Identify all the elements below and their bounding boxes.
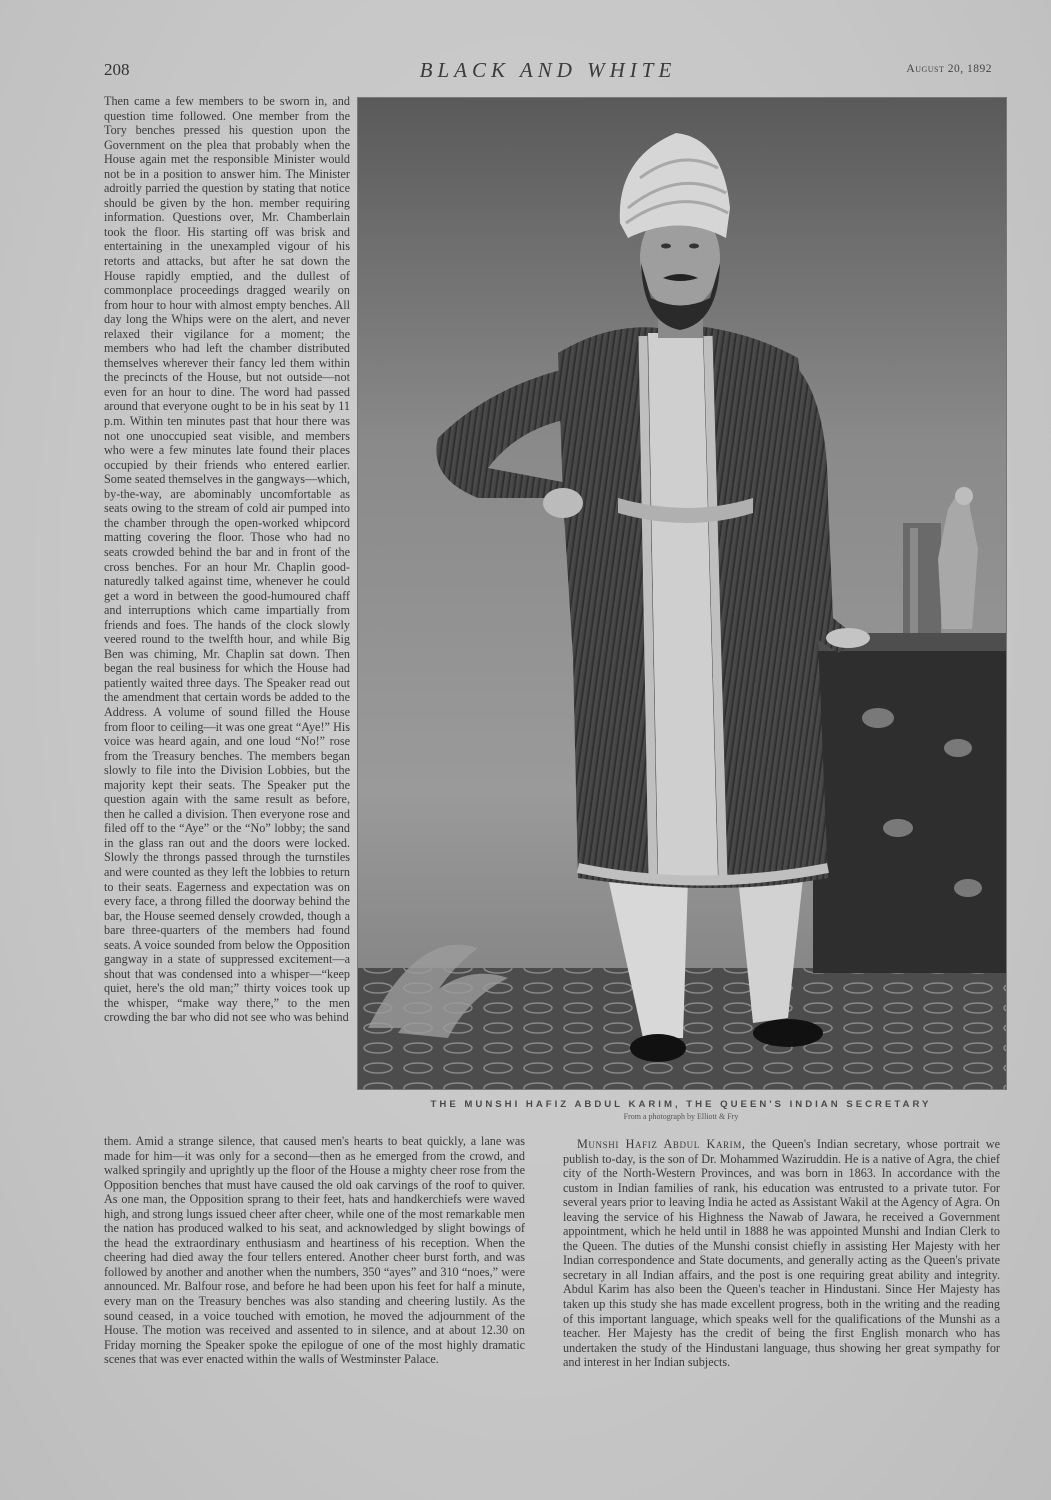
article-paragraph: them. Amid a strange silence, that caused men's hearts to beat quickly, a lane was made for him—it was only for a second—then as he emerged from the crowd, and walked springily and uprightly up the floor of the House a mighty cheer rose from the Opposition benches that must have caused the old oak carvings of the roof to quiver. As one man, the Opposition sprang to their feet, hats and handkerchiefs were waved high, and strong lungs issued cheer after cheer, while one of the most remarkable men the nation has produced walked to his seat, and acknowledged by slight bowings of the head the extraordinary enthusiasm and heartiness of his reception. When the cheering had died away the four tellers entered. Another cheer burst forth, and was followed by another and another when the numbers, 350 “ayes” and 310 “noes,” were announced. Mr. Balfour rose, and before he had been upon his feet for half a minute, every man on the Treasury benches was also standing and cheering lustily. As the sound ceased, in a voice touched with emotion, he moved the adjournment of the House. The motion was received and assented to in silence, and at about 12.30 on Friday morning the Speaker spoke the epilogue of one of the most highly dramatic scenes that was ever enacted within the walls of Westminster Palace.	[104, 1134, 525, 1367]
article-column-right	[563, 1137, 1000, 1370]
lead-name: Munshi Hafiz Abdul Karim	[577, 1137, 742, 1151]
biography-paragraph	[563, 1137, 1000, 1370]
page-number: 208	[104, 60, 130, 79]
biography-body: , the Queen's Indian secretary, whose portrait we publish to-day, is the son of Dr. Mohammed Waziruddin. He is a native of Agra, the chief city of the North-Western Provinces, and was born in 1863. In accordance with the custom in Indian families of rank, his education was entrusted to a private tutor. For several years prior to leaving India he acted as Assistant Wakil at the Agency of Agra. On leaving the service of his Highness the Nawab of Jawara, he received a Government appointment, which he held until in 1888 he was appointed Munshi and Indian Clerk to the Queen. The duties of the Munshi consist chiefly in assisting Her Majesty with her Indian correspondence and State documents, and generally acting as the Queen's private secretary in all Indian affairs, and the post is one requiring great ability and integrity. Abdul Karim has also been the Queen's teacher in Hindustani. Since Her Majesty has taken up this study she has made excellent progress, both in the writing and the reading of this important language, which speaks well for the qualifications of the Munshi as a teacher. Her Majesty has the credit of being the first English monarch who has undertaken the study of the Hindustani language, thus showing her great sympathy for and interest in her Indian subjects.	[563, 1137, 1000, 1370]
article-column-continuation	[104, 1134, 525, 1367]
running-head	[104, 58, 992, 82]
article-column-left	[104, 94, 350, 1025]
masthead: BLACK AND WHITE	[419, 58, 677, 82]
illustration-caption	[357, 1099, 1005, 1121]
portrait-illustration	[357, 97, 1007, 1090]
issue-date: August 20, 1892	[906, 63, 992, 75]
article-paragraph: Then came a few members to be sworn in, and question time followed. One member from the Tory benches pressed his question upon the Government on the plea that probably when the House again met the responsible Minister would not be in a position to answer him. The Minister adroitly parried the question by stating that notice should be given by the hon. member requiring information. Questions over, Mr. Chamberlain took the floor. His starting off was brisk and entertaining in the unexampled vigour of his retorts and attacks, but after he sat down the House rapidly emptied, and the dullest of commonplace proceedings dragged wearily on from hour to hour with almost empty benches. All day long the Whips were on the alert, and never relaxed their vigilance for a moment; the members who had left the chamber distributed themselves wherever their fancy led them within the precincts of the House, but not outside—not even for an hour to dine. The word had passed around that everyone ought to be in his seat by 11 p.m. Within ten minutes past that hour there was not one unoccupied seat visible, and members who were a few minutes late found their places occupied by their friends who entered earlier. Some seated themselves in the gangways—which, by-the-way, are abominably uncomfortable as seats owing to the stream of cold air pumped into the chamber through the open-worked whipcord matting covering the floor. Those who had no seats crowded behind the bar and in front of the cross benches. For an hour Mr. Chaplin good-naturedly talked against time, whenever he could get a word in between the good-humoured chaff and interruptions which came impartially from friends and foes. The hands of the clock slowly veered round to the twelfth hour, and while Big Ben was chiming, Mr. Chaplin sat down. Then began the real business for which the House had patiently waited three days. The Speaker read out the amendment that certain words be added to the Address. A volume of sound filled the House from floor to ceiling—it was one great “Aye!” His voice was heard again, and one loud “No!” rose from the Treasury benches. The members began slowly to file into the Division Lobbies, but the majority kept their seats. The Speaker put the question again with the same result as before, then he called a division. Then everyone rose and filed off to the “Aye” or the “No” lobby; the sand in the glass ran out and the doors were locked. Slowly the throngs passed through the turnstiles and were counted as they left the lobbies to return to their seats. Eagerness and expectation was on every face, a throng filled the doorway behind the bar, the House seemed densely crowded, though a bare three-quarters of the members had found seats. A voice sounded from below the Opposition gangway in a state of suppressed excitement—a shout that was condensed into a whisper—“keep quiet, here's the old man;” thirty voices took up the whisper, “make way there,” to the men crowding the bar who did not see who was behind	[104, 94, 350, 1025]
photo-credit: From a photograph by Elliott & Fry	[623, 1112, 739, 1121]
caption-title: THE MUNSHI HAFIZ ABDUL KARIM, THE QUEEN'S INDIAN SECRETARY	[430, 1099, 932, 1110]
portrait-engraving-icon	[358, 98, 1006, 1089]
